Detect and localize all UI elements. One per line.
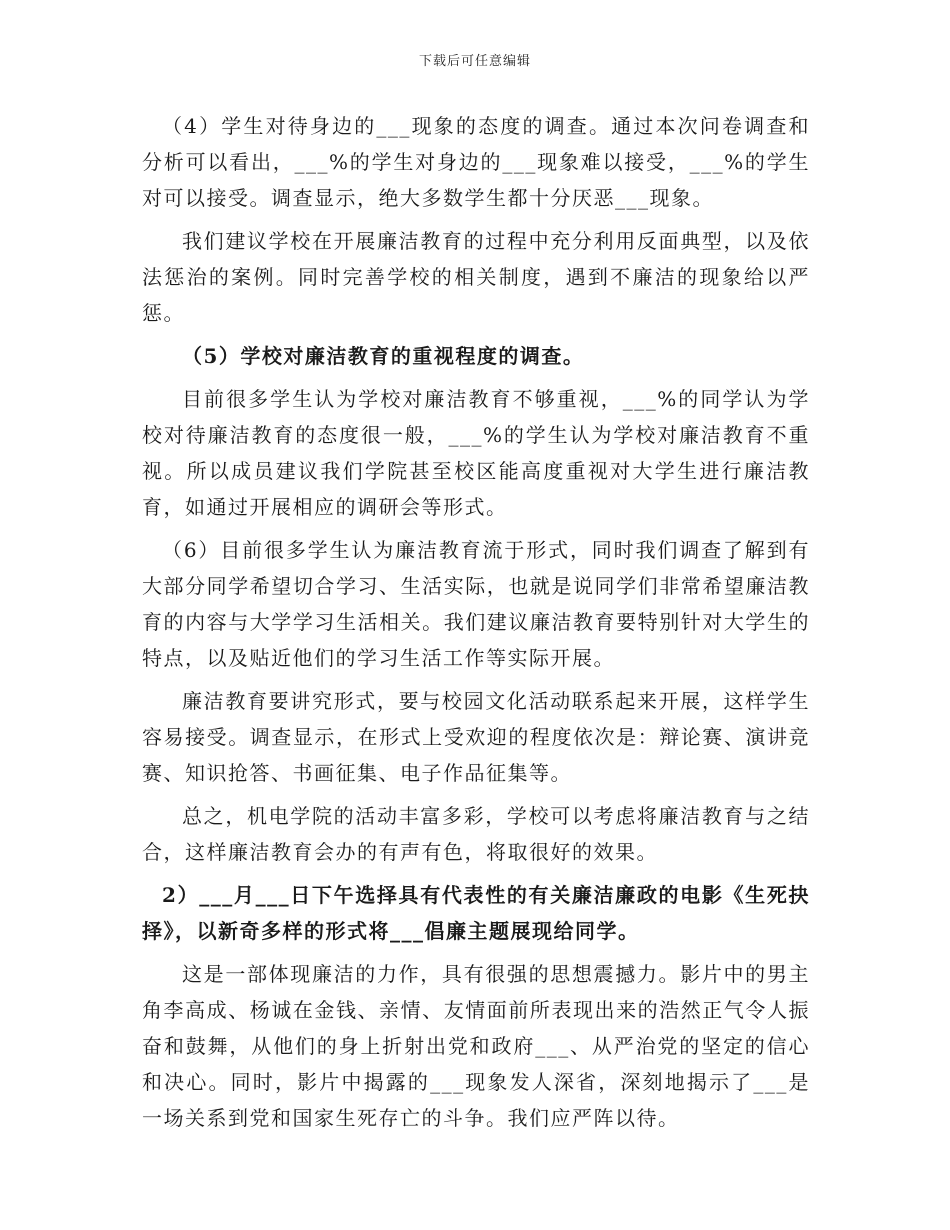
page-header: 下载后可任意编辑 — [418, 54, 531, 69]
paragraph-school-emphasis: 目前很多学生认为学校对廉洁教育不够重视，___%的同学认为学校对待廉洁教育的态度很一般，___%的学生认为学校对廉洁教育不重视。所以成员建议我们学院甚至校区能高度重视对大学生进行廉洁教育，如通过开展相应的调研会等形式。 — [142, 387, 810, 519]
document-body — [142, 108, 810, 1136]
paragraph-movie-review: 这是一部体现廉洁的力作，具有很强的思想震撼力。影片中的男主角李高成、杨诚在金钱、亲情、友情面前所表现出来的浩然正气令人振奋和鼓舞，从他们的身上折射出党和政府___、从严治党的坚定的信心和决心。同时，影片中揭露的___现象发人深省，深刻地揭示了___是一场关系到党和国家生死存亡的斗争。我们应严阵以待。 — [142, 962, 810, 1130]
paragraph-education-forms: 廉洁教育要讲究形式，要与校园文化活动联系起来开展，这样学生容易接受。调查显示，在形式上受欢迎的程度依次是：辩论赛、演讲竞赛、知识抢答、书画征集、电子作品征集等。 — [142, 689, 810, 785]
section-heading-school-emphasis: （5）学校对廉洁教育的重视程度的调查。 — [182, 344, 585, 368]
paragraph-summary: 总之，机电学院的活动丰富多彩，学校可以考虑将廉洁教育与之结合，这样廉洁教育会办的有声有色，将取很好的效果。 — [142, 804, 810, 864]
paragraph-suggestion-punishment: 我们建议学校在开展廉洁教育的过程中充分利用反面典型，以及依法惩治的案例。同时完善学校的相关制度，遇到不廉洁的现象给以严惩。 — [142, 229, 810, 325]
paragraph-survey-attitude: （4）学生对待身边的___现象的态度的调查。通过本次问卷调查和分析可以看出，___%的学生对身边的___现象难以接受，___%的学生对可以接受。调查显示，绝大多数学生都十分厌恶___现象。 — [142, 114, 810, 210]
section-heading-movie: 2）___月___日下午选择具有代表性的有关廉洁廉政的电影《生死抉择》，以新奇多样的形式将___倡廉主题展现给同学。 — [142, 883, 810, 943]
paragraph-formality: （6）目前很多学生认为廉洁教育流于形式，同时我们调查了解到有大部分同学希望切合学习、生活实际，也就是说同学们非常希望廉洁教育的内容与大学学习生活相关。我们建议廉洁教育要特别针对大学生的特点，以及贴近他们的学习生活工作等实际开展。 — [142, 538, 810, 670]
